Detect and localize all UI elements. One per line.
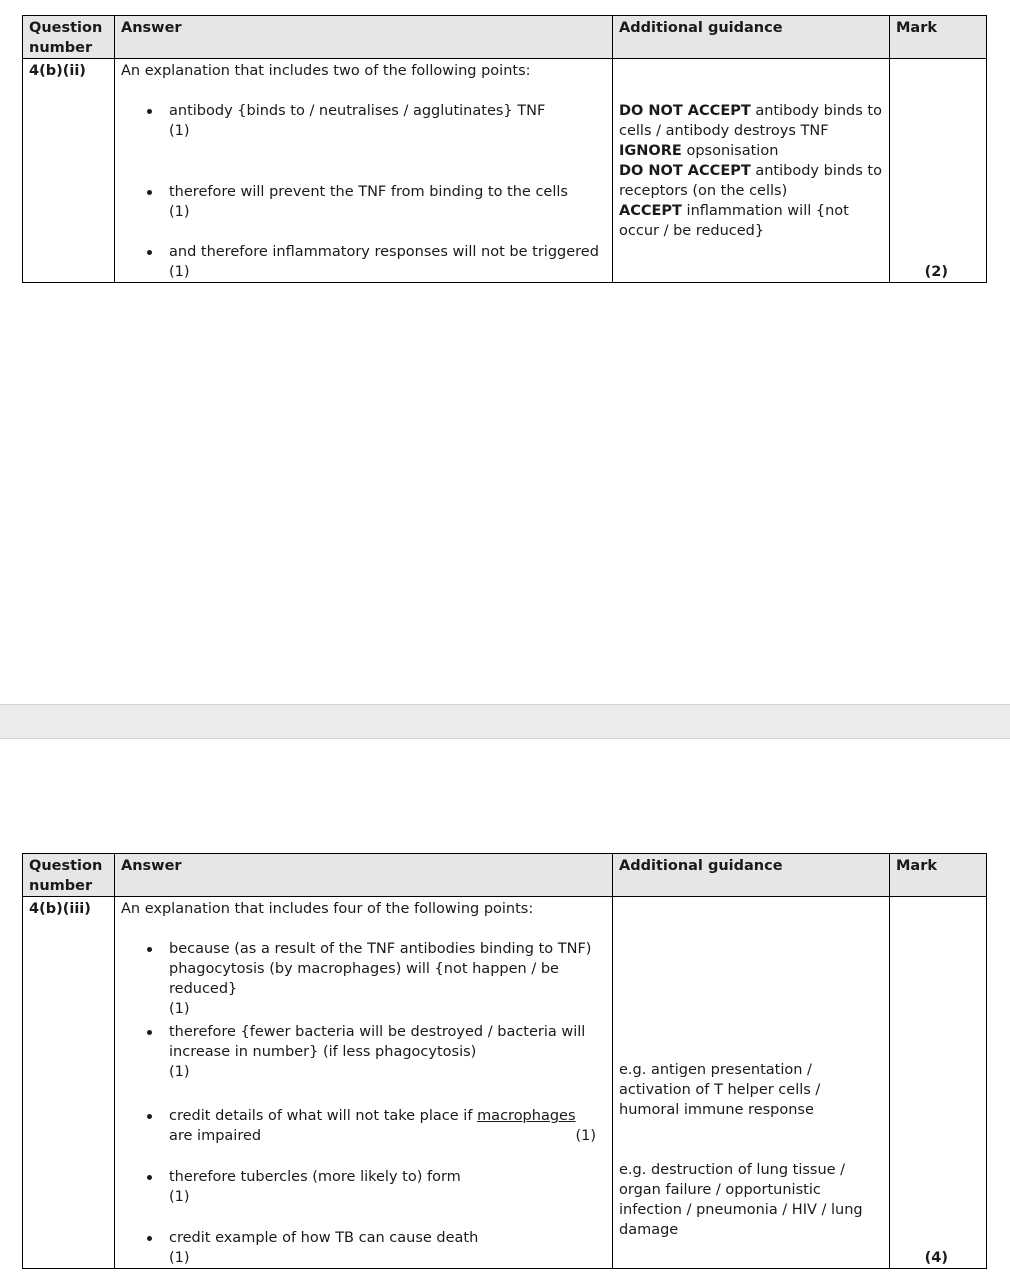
guidance-detail: opsonisation xyxy=(681,143,779,159)
point-text: antibody {binds to / neutralises / agglutinates} TNF xyxy=(169,103,546,119)
answer-points xyxy=(121,939,606,1268)
guidance-line xyxy=(619,101,883,141)
header-answer: Answer xyxy=(115,854,613,897)
guidance-cell xyxy=(613,59,890,283)
page-separator xyxy=(0,704,1010,739)
point-mark: (1) xyxy=(169,1250,190,1266)
header-additional-guidance: Additional guidance xyxy=(613,16,890,59)
answer-point xyxy=(121,182,606,242)
point-text: credit details of what will not take place if xyxy=(169,1108,478,1124)
guidance-keyword: DO NOT ACCEPT xyxy=(619,103,751,119)
header-mark: Mark xyxy=(890,854,987,897)
point-text: therefore {fewer bacteria will be destroyed / bacteria will increase in number} (if less phagocytosis) xyxy=(169,1024,586,1060)
header-question-number: Question number xyxy=(23,16,115,59)
point-mark: (1) xyxy=(169,264,190,280)
header-row xyxy=(23,16,987,59)
answer-point xyxy=(121,939,606,1022)
mark-cell xyxy=(890,897,987,1269)
answer-intro: An explanation that includes two of the following points: xyxy=(121,63,531,79)
header-answer: Answer xyxy=(115,16,613,59)
guidance-detail: antibody binds to cells / antibody destroys TNF xyxy=(619,103,882,139)
answer-row xyxy=(23,897,987,1269)
guidance-line xyxy=(619,201,883,241)
guidance-keyword: DO NOT ACCEPT xyxy=(619,163,751,179)
answer-cell xyxy=(115,897,613,1269)
header-mark: Mark xyxy=(890,16,987,59)
mark-scheme-table-2 xyxy=(22,853,987,1269)
point-text: credit example of how TB can cause death xyxy=(169,1230,479,1246)
guidance-example: e.g. antigen presentation / activation of T helper cells / humoral immune response xyxy=(619,1062,821,1118)
point-text: and therefore inflammatory responses will not be triggered xyxy=(169,244,599,260)
header-question-number: Question number xyxy=(23,854,115,897)
guidance-line xyxy=(619,161,883,201)
point-mark: (1) xyxy=(169,204,190,220)
answer-point xyxy=(121,1228,606,1268)
header-additional-guidance: Additional guidance xyxy=(613,854,890,897)
total-mark: (4) xyxy=(924,1250,948,1266)
guidance-keyword: IGNORE xyxy=(619,143,682,159)
point-text: therefore tubercles (more likely to) form xyxy=(169,1169,461,1185)
point-text: therefore will prevent the TNF from binding to the cells xyxy=(169,184,568,200)
answer-point xyxy=(121,242,606,282)
point-text-underlined: macrophages xyxy=(477,1108,576,1124)
point-mark: (1) xyxy=(169,1064,190,1080)
question-number: 4(b)(iii) xyxy=(23,897,115,1269)
total-mark: (2) xyxy=(924,264,948,280)
point-mark: (1) xyxy=(169,1189,190,1205)
answer-point xyxy=(121,1167,606,1228)
mark-scheme-table-1 xyxy=(22,15,987,283)
answer-row xyxy=(23,59,987,283)
guidance-keyword: ACCEPT xyxy=(619,203,682,219)
answer-point xyxy=(121,1022,606,1106)
question-number: 4(b)(ii) xyxy=(23,59,115,283)
answer-point xyxy=(121,1106,606,1167)
guidance-line xyxy=(619,141,883,161)
point-mark: (1) xyxy=(169,1001,190,1017)
answer-intro: An explanation that includes four of the following points: xyxy=(121,901,534,917)
point-mark: (1) xyxy=(169,123,190,139)
guidance-text xyxy=(619,101,883,241)
answer-cell xyxy=(115,59,613,283)
point-text: are impaired xyxy=(169,1128,262,1144)
point-mark: (1) xyxy=(575,1128,596,1144)
header-row xyxy=(23,854,987,897)
answer-point xyxy=(121,101,606,182)
answer-points xyxy=(121,101,606,282)
guidance-cell xyxy=(613,897,890,1269)
guidance-detail: antibody binds to receptors (on the cells) xyxy=(619,163,882,199)
guidance-detail: inflammation will {not occur / be reduced} xyxy=(619,203,849,239)
guidance-example: e.g. destruction of lung tissue / organ failure / opportunistic infection / pneumonia / HIV / lung damage xyxy=(619,1162,863,1238)
mark-cell xyxy=(890,59,987,283)
point-text: because (as a result of the TNF antibodies binding to TNF) phagocytosis (by macrophages) will {not happen / be reduced} xyxy=(169,941,592,997)
page-2 xyxy=(0,739,1010,1288)
